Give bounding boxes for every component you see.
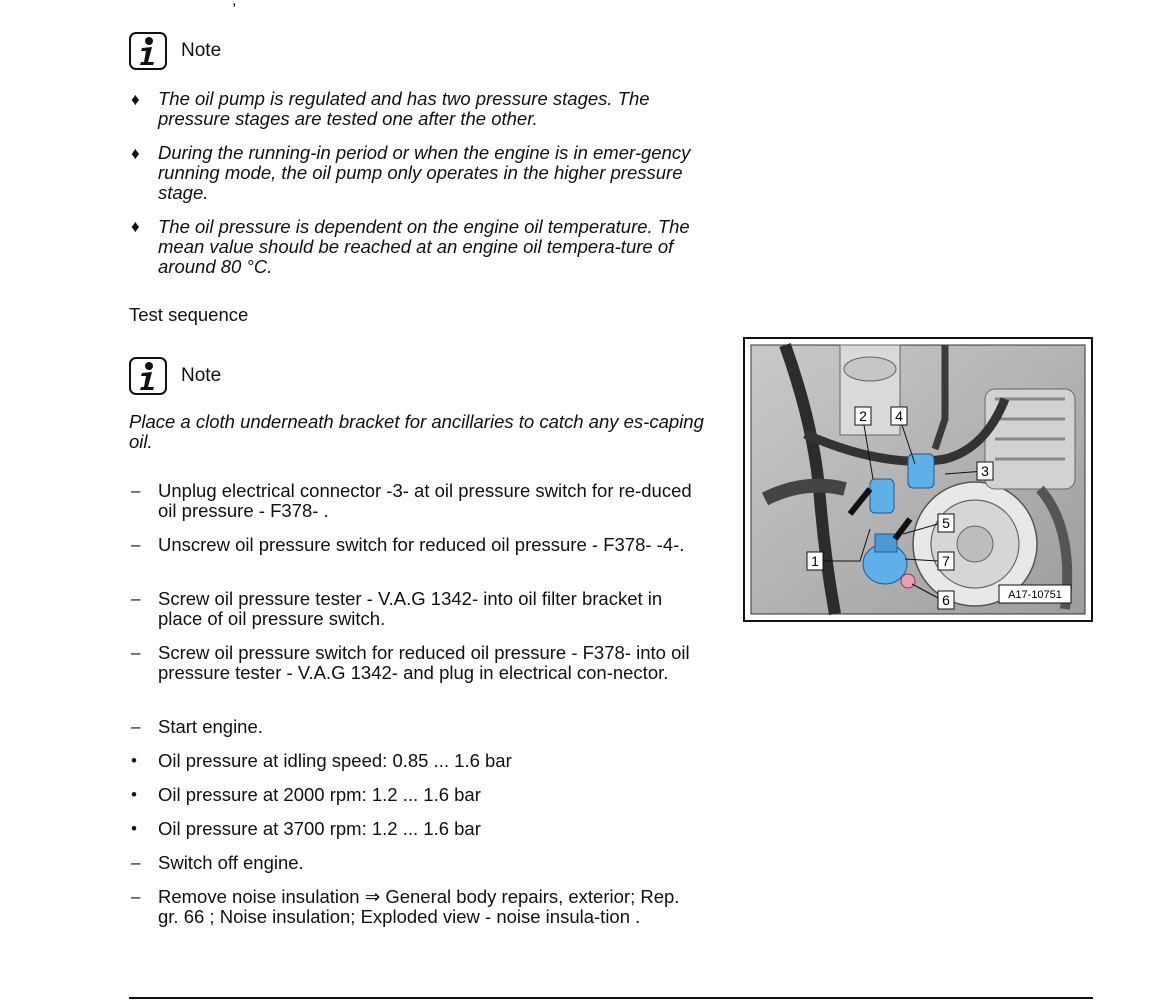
- page-bottom-rule: [129, 997, 1093, 999]
- svg-text:4: 4: [895, 408, 903, 424]
- callout-6: [938, 591, 954, 609]
- step-text: Unscrew oil pressure switch for reduced oil pressure - F378- -4-.: [158, 534, 685, 555]
- callout-3: [977, 462, 993, 480]
- callout-5: [938, 514, 954, 532]
- callout-4: [891, 407, 907, 425]
- svg-text:5: 5: [942, 515, 950, 531]
- step-text: Remove noise insulation ⇒ General body repairs, exterior; Rep. gr. 66 ; Noise insulation; Exploded view - noise insula-tion .: [158, 886, 680, 927]
- step-text: Oil pressure at 3700 rpm: 1.2 ... 1.6 bar: [158, 818, 481, 839]
- top-cutoff-fragment: ,: [232, 0, 237, 9]
- step-marker: –: [131, 717, 141, 736]
- diamond-bullet-icon: ♦: [131, 144, 140, 163]
- svg-text:3: 3: [981, 463, 989, 479]
- engine-figure: [743, 337, 1093, 622]
- svg-text:7: 7: [942, 553, 950, 569]
- note-2-text: Place a cloth underneath bracket for ancillaries to catch any es-caping oil.: [129, 411, 704, 452]
- figure-id-label: [999, 585, 1071, 603]
- step-marker: –: [131, 643, 141, 662]
- step-marker: –: [131, 535, 141, 554]
- step-text: Switch off engine.: [158, 852, 304, 873]
- step-marker: –: [131, 481, 141, 500]
- svg-text:1: 1: [811, 553, 819, 569]
- step-text: Screw oil pressure tester - V.A.G 1342- into oil filter bracket in place of oil pressure switch.: [158, 588, 663, 629]
- note-bullet-3: The oil pressure is dependent on the engine oil temperature. The mean value should be reached at an engine oil tempera-ture of around 80 °C.: [158, 216, 690, 277]
- engine-illustration: [745, 339, 1091, 620]
- bullet-marker: •: [131, 819, 137, 838]
- callout-7: [938, 552, 954, 570]
- callout-2: [855, 407, 871, 425]
- step-text: Start engine.: [158, 716, 263, 737]
- note-label: Note: [181, 365, 222, 386]
- step-marker: –: [131, 887, 141, 906]
- info-icon: [129, 357, 167, 395]
- svg-text:A17-10751: A17-10751: [1008, 589, 1062, 601]
- info-icon: [129, 32, 167, 70]
- bullet-marker: •: [131, 751, 137, 770]
- diamond-bullet-icon: ♦: [131, 90, 140, 109]
- note-bullet-1: The oil pump is regulated and has two pressure stages. The pressure stages are tested one after the other.: [158, 88, 650, 129]
- step-marker: –: [131, 589, 141, 608]
- step-text: Oil pressure at 2000 rpm: 1.2 ... 1.6 bar: [158, 784, 481, 805]
- note-bullet-2: During the running-in period or when the engine is in emer-gency running mode, the oil pump only operates in the higher pressure stage.: [158, 142, 691, 203]
- note-header-2: [129, 355, 221, 397]
- bullet-marker: •: [131, 785, 137, 804]
- step-marker: –: [131, 853, 141, 872]
- svg-text:6: 6: [942, 592, 950, 608]
- note-header-1: [129, 30, 221, 72]
- svg-text:2: 2: [859, 408, 867, 424]
- callout-1: [807, 552, 823, 570]
- step-text: Screw oil pressure switch for reduced oil pressure - F378- into oil pressure tester - V.A.G 1342- and plug in electrical con-nector.: [158, 642, 690, 683]
- section-heading: Test sequence: [129, 304, 249, 325]
- step-text: Unplug electrical connector -3- at oil pressure switch for re-duced oil pressure - F378- .: [158, 480, 692, 521]
- diamond-bullet-icon: ♦: [131, 217, 140, 236]
- step-text: Oil pressure at idling speed: 0.85 ... 1.6 bar: [158, 750, 512, 771]
- note-label: Note: [181, 40, 222, 61]
